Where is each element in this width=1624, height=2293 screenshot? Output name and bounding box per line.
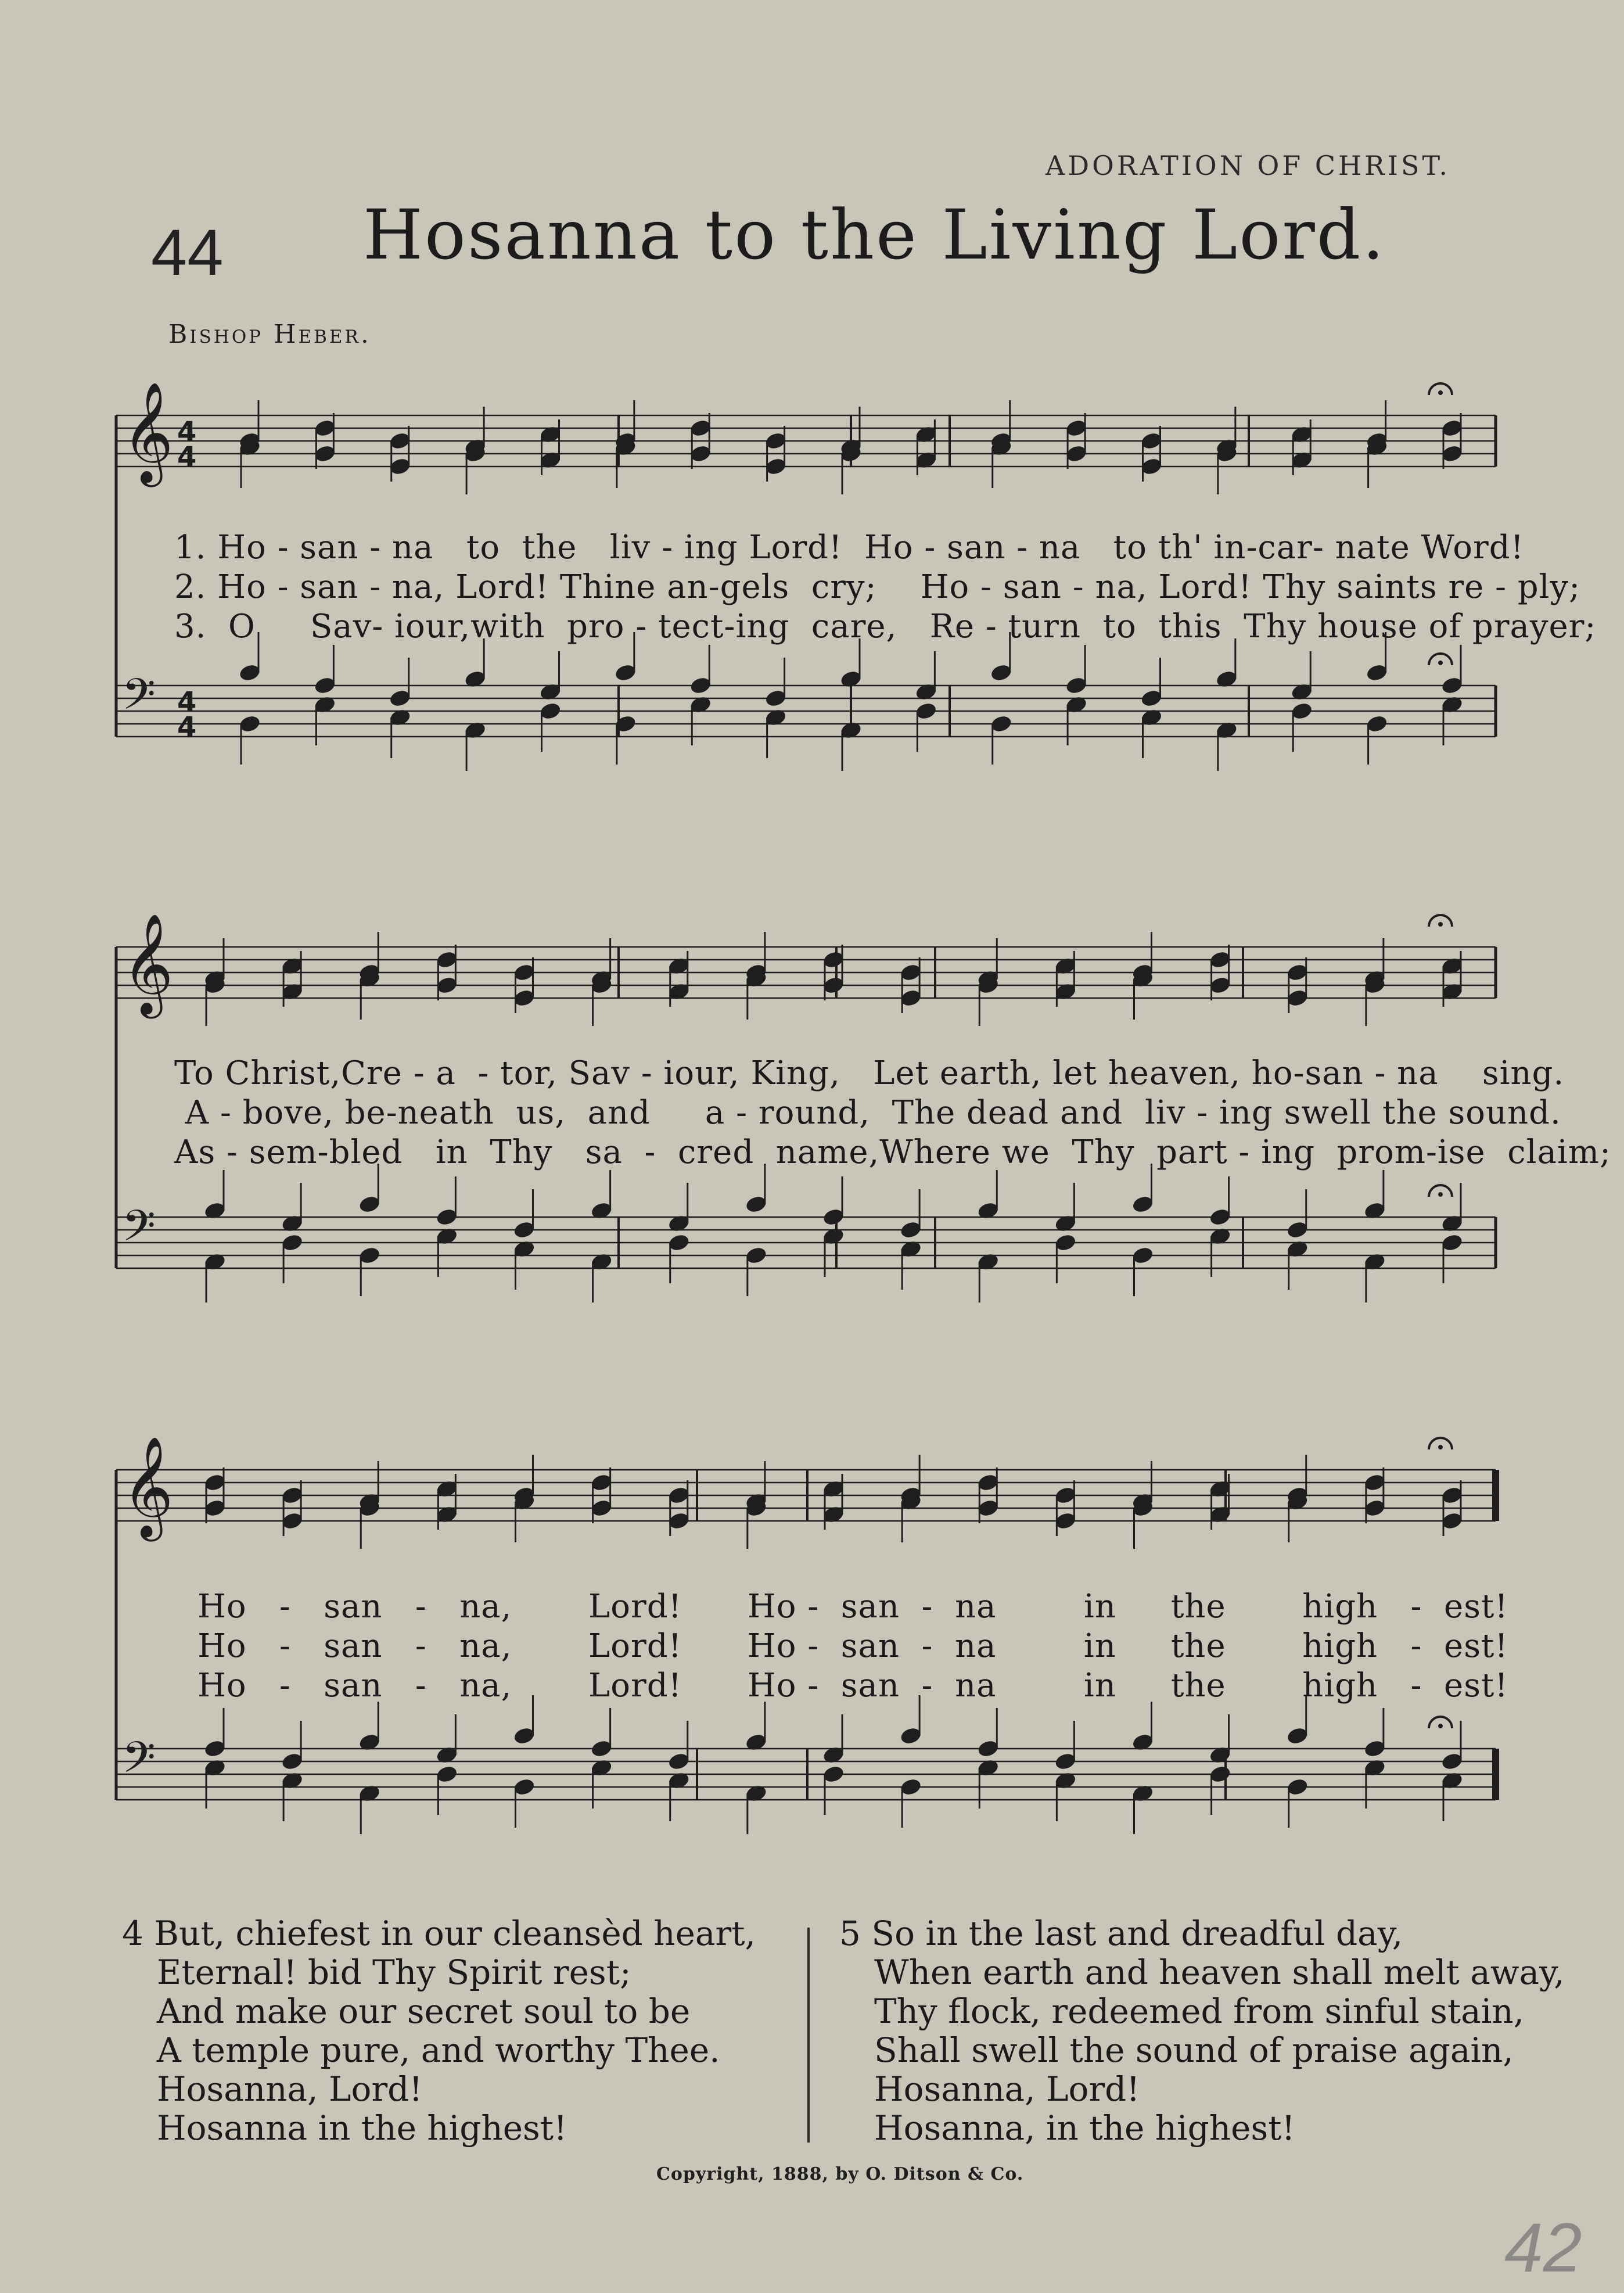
time-signature: 4 xyxy=(177,441,197,473)
verse-5 xyxy=(839,1914,1565,2148)
time-signature: 4 xyxy=(177,686,197,719)
fermata-dot xyxy=(1438,1192,1443,1197)
time-signature: 4 xyxy=(177,711,197,744)
treble-clef: 𝄞 xyxy=(122,382,174,483)
fermata-dot xyxy=(1438,390,1443,395)
verse-number: 5 xyxy=(839,1914,861,1953)
verse-number: 4 xyxy=(122,1914,143,1953)
verse-line: A temple pure, and worthy Thee. xyxy=(157,2030,720,2070)
verse-line: Hosanna, in the highest! xyxy=(874,2108,1295,2148)
lyric-line: Ho - san - na, Lord! Ho - san - na in the high - est! xyxy=(197,1588,1508,1625)
verse-line: And make our secret soul to be xyxy=(157,1991,691,2031)
fermata-dot xyxy=(1438,922,1443,927)
verse-line: 4 But, chiefest in our cleansèd heart, xyxy=(122,1914,756,1953)
lyric-line: 1. Ho - san - na to the liv - ing Lord! Ho - san - na to th' in-car- nate Word! xyxy=(174,529,1525,566)
treble-clef: 𝄞 xyxy=(122,1436,174,1537)
fermata-dot xyxy=(1438,1724,1443,1728)
verse-line: Shall swell the sound of praise again, xyxy=(874,2030,1514,2070)
fermata-dot xyxy=(1438,1445,1443,1449)
lyric-line: A - bove, be-neath us, and a - round, The dead and liv - ing swell the sound. xyxy=(174,1094,1561,1132)
author-credit: Bishop Heber. xyxy=(168,320,371,349)
verse-line: Hosanna, Lord! xyxy=(157,2069,423,2109)
time-signature: 4 xyxy=(177,416,197,448)
lyric-line: 2. Ho - san - na, Lord! Thine an-gels cry; Ho - san - na, Lord! Thy saints re - ply; xyxy=(174,568,1581,606)
copyright-notice: Copyright, 1888, by O. Ditson & Co. xyxy=(656,2164,1024,2184)
bass-clef: 𝄢 xyxy=(122,1732,156,1793)
lyric-line: To Christ,Cre - a - tor, Sav - iour, King, Let earth, let heaven, ho-san - na sing. xyxy=(174,1054,1565,1092)
fermata-dot xyxy=(1438,661,1443,665)
verse-line: When earth and heaven shall melt away, xyxy=(874,1953,1565,1992)
verse-divider xyxy=(807,1928,810,2143)
verse-4 xyxy=(122,1914,756,2148)
verse-line: 5 So in the last and dreadful day, xyxy=(839,1914,1403,1953)
verse-line: Hosanna, Lord! xyxy=(874,2069,1140,2109)
verse-line: Eternal! bid Thy Spirit rest; xyxy=(157,1953,631,1992)
page-number: 42 xyxy=(1504,2209,1582,2287)
lyric-line: Ho - san - na, Lord! Ho - san - na in the high - est! xyxy=(197,1667,1508,1705)
verse-line: Thy flock, redeemed from sinful stain, xyxy=(874,1991,1525,2031)
treble-clef: 𝄞 xyxy=(122,913,174,1014)
hymn-number: 44 xyxy=(151,216,224,289)
section-heading: ADORATION OF CHRIST. xyxy=(1045,150,1451,181)
bass-clef: 𝄢 xyxy=(122,669,156,730)
lyric-line: 3. O Sav- iour,with pro - tect-ing care, Re - turn to this Thy house of prayer; xyxy=(174,608,1597,645)
lyric-line: Ho - san - na, Lord! Ho - san - na in the high - est! xyxy=(197,1627,1508,1665)
verse-line: Hosanna in the highest! xyxy=(157,2108,567,2148)
bass-clef: 𝄢 xyxy=(122,1201,156,1262)
hymn-title: Hosanna to the Living Lord. xyxy=(363,195,1386,275)
lyric-line: As - sem-bled in Thy sa - cred name,Where we Thy part - ing prom-ise claim; xyxy=(174,1133,1611,1171)
